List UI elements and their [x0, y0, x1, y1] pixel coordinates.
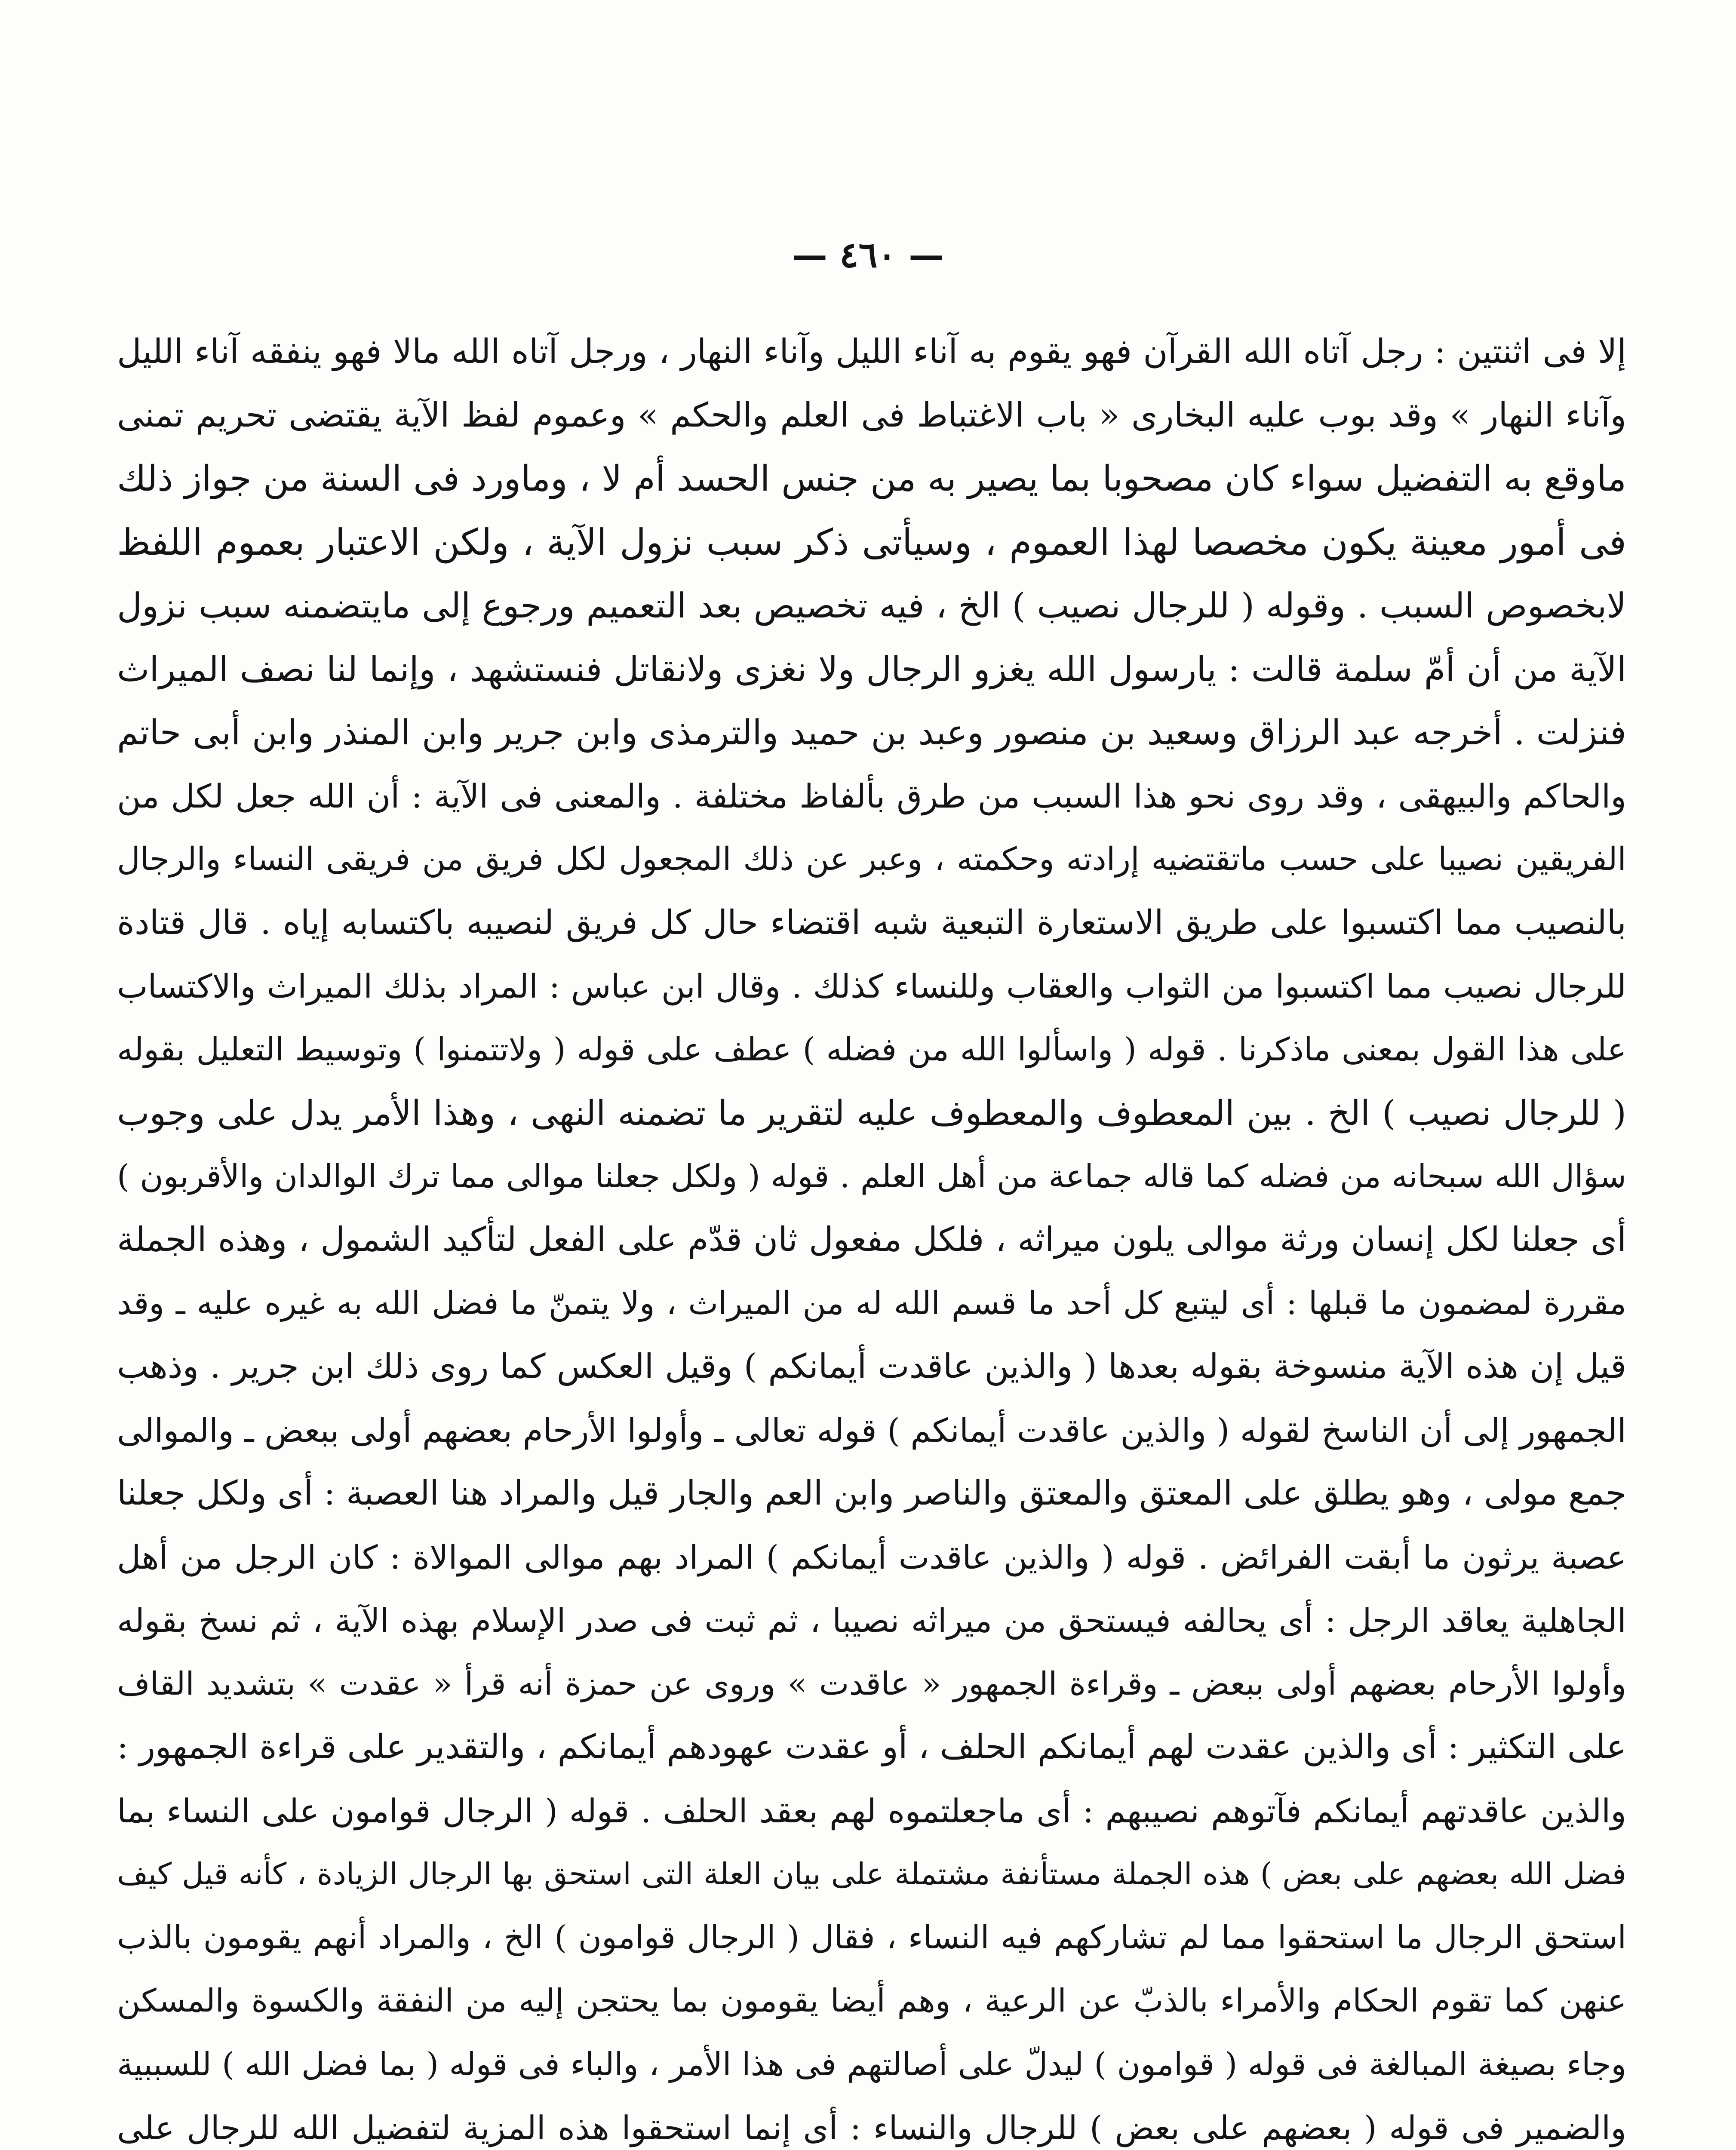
- text-line: والضمير فى قوله ( بعضهم على بعض ) للرجال والنساء : أى إنما استحقوا هذه المزية لتفضيل الله للرجال على: [117, 2109, 1626, 2147]
- text-line: والحاكم والبيهقى ، وقد روى نحو هذا السبب من طرق بألفاظ مختلفة . والمعنى فى الآية : أن الله جعل لكل من: [117, 777, 1626, 815]
- text-line: وجاء بصيغة المبالغة فى قوله ( قوامون ) ليدلّ على أصالتهم فى هذا الأمر ، والباء فى قوله ( بما فضل الله ) للسببية: [117, 2046, 1626, 2083]
- text-line: الجمهور إلى أن الناسخ لقوله ( والذين عاقدت أيمانكم ) قوله تعالى ـ وأولوا الأرحام بعضهم أولى ببعض ـ والموالى: [117, 1411, 1626, 1450]
- text-line: سؤال الله سبحانه من فضله كما قاله جماعة من أهل العلم . قوله ( ولكل جعلنا موالى مما ترك الوالدان والأقربون ): [117, 1158, 1626, 1195]
- text-line: بالنصيب مما اكتسبوا على طريق الاستعارة التبعية شبه اقتضاء حال كل فريق لنصيبه باكتسابه إياه . قال قتادة: [117, 903, 1626, 942]
- text-line: الآية من أن أمّ سلمة قالت : يارسول الله يغزو الرجال ولا نغزى ولانقاتل فنستشهد ، وإنما لنا نصف الميراث: [117, 649, 1626, 689]
- text-line: الجاهلية يعاقد الرجل : أى يحالفه فيستحق من ميراثه نصيبا ، ثم ثبت فى صدر الإسلام بهذه الآية ، ثم نسخ بقوله: [117, 1601, 1626, 1640]
- text-line: ( للرجال نصيب ) الخ . بين المعطوف والمعطوف عليه لتقرير ما تضمنه النهى ، وهذا الأمر يدل على وجوب: [117, 1093, 1626, 1133]
- text-line: للرجال نصيب مما اكتسبوا من الثواب والعقاب وللنساء كذلك . وقال ابن عباس : المراد بذلك الميراث والاكتساب: [117, 967, 1626, 1005]
- text-line: فضل الله بعضهم على بعض ) هذه الجملة مستأنفة مشتملة على بيان العلة التى استحق بها الرجال الزيادة ، كأنه قيل كيف: [117, 1856, 1626, 1892]
- text-line: والذين عاقدتهم أيمانكم فآتوهم نصيبهم : أى ماجعلتموه لهم بعقد الحلف . قوله ( الرجال قوامون على النساء بما: [117, 1791, 1626, 1830]
- text-line: على التكثير : أى والذين عقدت لهم أيمانكم الحلف ، أو عقدت عهودهم أيمانكم ، والتقدير على قراءة الجمهور :: [117, 1728, 1626, 1766]
- text-line: إلا فى اثنتين : رجل آتاه الله القرآن فهو يقوم به آناء الليل وآناء النهار ، ورجل آتاه الله مالا فهو ينفقه آناء الليل: [117, 332, 1626, 371]
- text-line: الفريقين نصيبا على حسب ماتقتضيه إرادته وحكمته ، وعبر عن ذلك المجعول لكل فريق من فريقى النساء والرجال: [117, 841, 1626, 878]
- text-line: وآناء النهار » وقد بوب عليه البخارى « باب الاغتباط فى العلم والحكم » وعموم لفظ الآية يقتضى تحريم تمنى: [117, 396, 1626, 435]
- text-line: ماوقع به التفضيل سواء كان مصحوبا بما يصير به من جنس الحسد أم لا ، وماورد فى السنة من جواز ذلك: [117, 458, 1626, 499]
- text-line: على هذا القول بمعنى ماذكرنا . قوله ( واسألوا الله من فضله ) عطف على قوله ( ولاتتمنوا ) وتوسيط التعليل بقوله: [117, 1031, 1626, 1068]
- text-line: جمع مولى ، وهو يطلق على المعتق والمعتق والناصر وابن العم والجار قيل والمراد هنا العصبة : أى ولكل جعلنا: [117, 1474, 1626, 1513]
- text-line: أى جعلنا لكل إنسان ورثة موالى يلون ميراثه ، فلكل مفعول ثان قدّم على الفعل لتأكيد الشمول ، وهذه الجملة: [117, 1220, 1626, 1259]
- text-line: عنهن كما تقوم الحكام والأمراء بالذبّ عن الرعية ، وهم أيضا يقومون بما يحتجن إليه من النفقة والكسوة والمسكن: [117, 1982, 1626, 2019]
- text-line: لابخصوص السبب . وقوله ( للرجال نصيب ) الخ ، فيه تخصيص بعد التعميم ورجوع إلى مايتضمنه سبب نزول: [117, 586, 1626, 626]
- text-line: عصبة يرثون ما أبقت الفرائض . قوله ( والذين عاقدت أيمانكم ) المراد بهم موالى الموالاة : كان الرجل من أهل: [117, 1538, 1626, 1576]
- text-line: وأولوا الأرحام بعضهم أولى ببعض ـ وقراءة الجمهور « عاقدت » وروى عن حمزة أنه قرأ « عقدت » بتشديد القاف: [117, 1665, 1626, 1702]
- text-line: فى أمور معينة يكون مخصصا لهذا العموم ، وسيأتى ذكر سبب نزول الآية ، ولكن الاعتبار بعموم اللفظ: [117, 521, 1626, 563]
- text-line: فنزلت . أخرجه عبد الرزاق وسعيد بن منصور وعبد بن حميد والترمذى وابن جرير وابن المنذر وابن أبى حاتم: [117, 713, 1626, 752]
- text-line: استحق الرجال ما استحقوا مما لم تشاركهم فيه النساء ، فقال ( الرجال قوامون ) الخ ، والمراد أنهم يقومون بالذب: [117, 1919, 1626, 1956]
- page-number: — ٤٦٠ —: [792, 234, 944, 276]
- text-line: مقررة لمضمون ما قبلها : أى ليتبع كل أحد ما قسم الله له من الميراث ، ولا يتمنّ ما فضل الله به غيره عليه ـ وقد: [117, 1284, 1626, 1322]
- text-line: قيل إن هذه الآية منسوخة بقوله بعدها ( والذين عاقدت أيمانكم ) وقيل العكس كما روى ذلك ابن جرير . وذهب: [117, 1347, 1626, 1386]
- body-text: [117, 320, 1626, 2150]
